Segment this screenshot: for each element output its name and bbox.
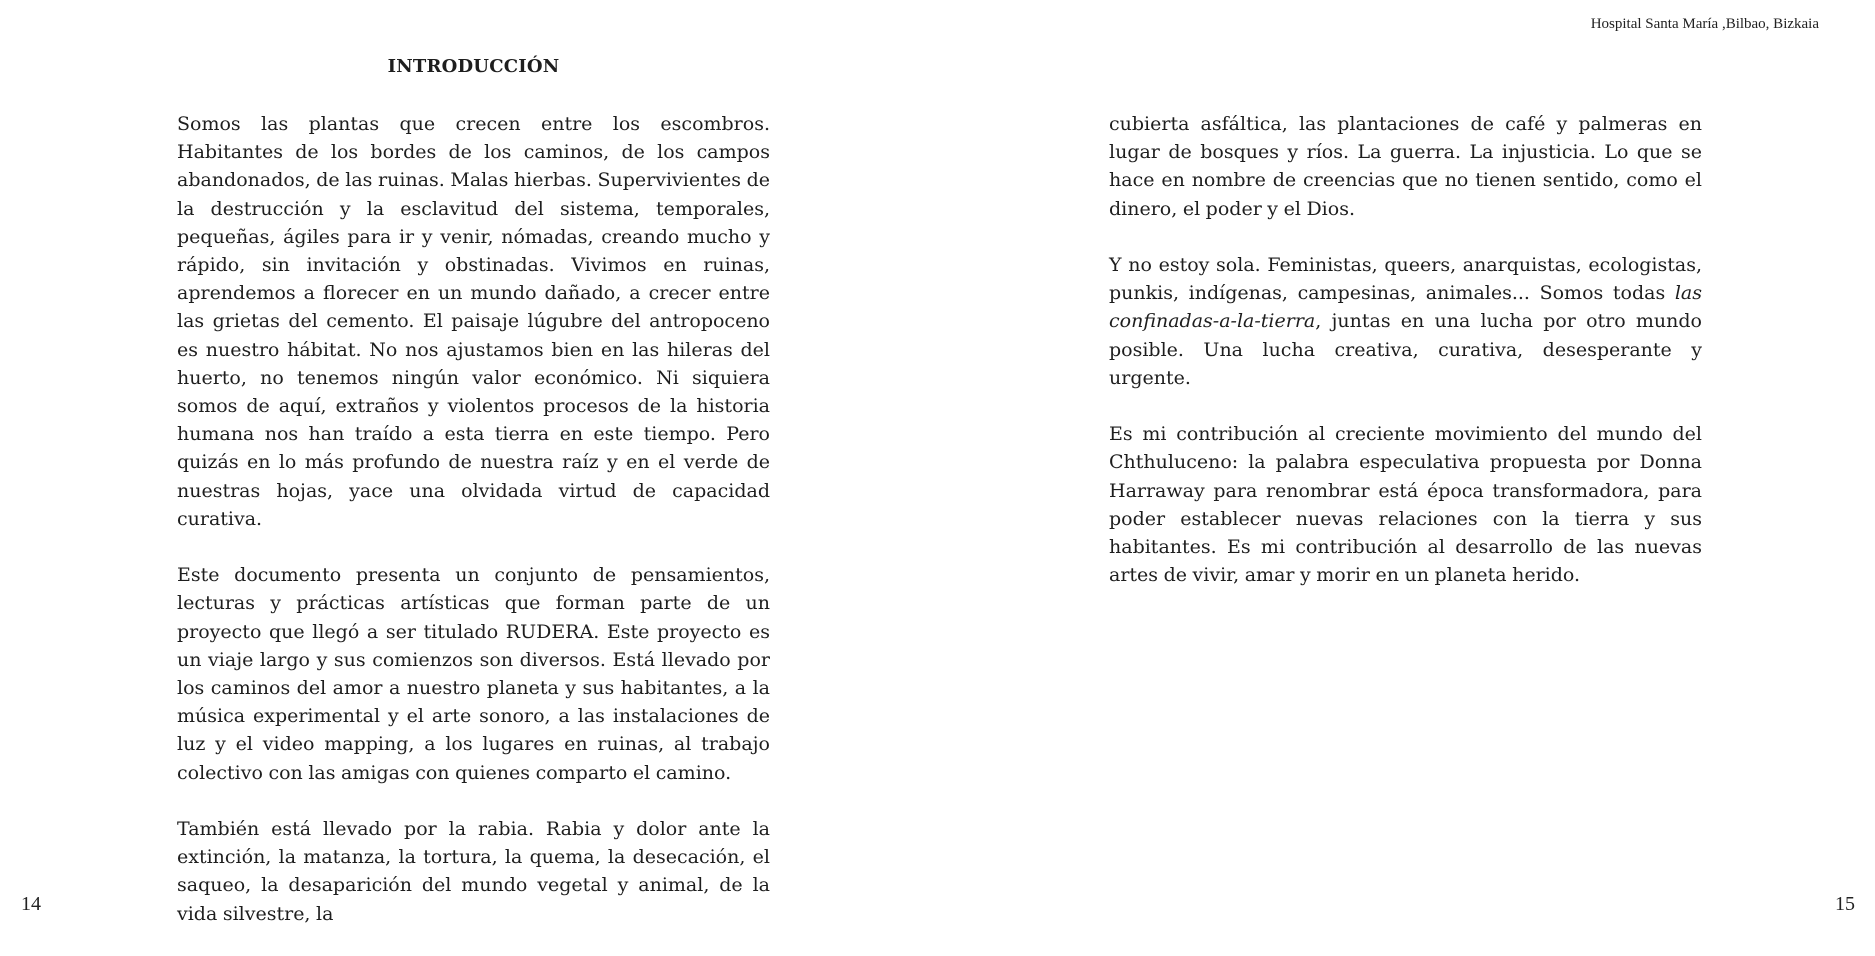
- paragraph-rage: También está llevado por la rabia. Rabia y dolor ante la extinción, la matanza, la tortura, la quema, la desecación, el saqueo, la desaparición del mundo vegetal y animal, de la vida silvestre, la: [177, 818, 770, 925]
- paragraph-intro: Somos las plantas que crecen entre los escombros. Habitantes de los bordes de los caminos, de los campos abandonados, de las ruinas. Malas hierbas. Supervivientes de la destrucción y la esclavitud del sistema, temporales, pequeñas, ágiles para ir y venir, nómadas, creando mucho y rápido, sin invitación y obstinadas. Vivimos en ruinas, aprendemos a florecer en un mundo dañado, a crecer entre las grietas del cemento. El paisaje lúgubre del antropoceno es nuestro hábitat. No nos ajustamos bien en las hileras del huerto, no tenemos ningún valor económico. Ni siquiera somos de aquí, extraños y violentos procesos de la historia humana nos han traído a esta tierra en este tiempo. Pero quizás en lo más profundo de nuestra raíz y en el verde de nuestras hojas, yace una olvidada virtud de capacidad curativa.: [177, 113, 770, 530]
- page-number-left: 14: [21, 893, 41, 915]
- running-header: Hospital Santa María ,Bilbao, Bizkaia: [1590, 16, 1819, 32]
- paragraph-project: Este documento presenta un conjunto de pensamientos, lecturas y prácticas artísticas que forman parte de un proyecto que llegó a ser titulado RUDERA. Este proyecto es un viaje largo y sus comienzos son diversos. Está llevado por los caminos del amor a nuestro planeta y sus habitantes, a la música experimental y el arte sonoro, a las instalaciones de luz y el video mapping, a los lugares en ruinas, al trabajo colectivo con las amigas con quienes comparto el camino.: [177, 564, 770, 784]
- section-title: INTRODUCCIÓN: [387, 56, 560, 77]
- paragraph-not-alone-end: , juntas en una lucha por otro mundo posible. Una lucha creativa, curativa, desesperante y urgente.: [1109, 310, 1702, 389]
- emphasis-confinadas: las confinadas-a-la-tierra: [1109, 282, 1702, 333]
- right-page-body: [1109, 110, 1702, 618]
- left-page: [0, 0, 937, 938]
- left-page-body: [177, 110, 770, 956]
- page-number-right: 15: [1835, 893, 1855, 915]
- paragraph-contribution: Es mi contribución al creciente movimiento del mundo del Chthuluceno: la palabra especulativa propuesta por Donna Harraway para renombrar está época transformadora, para poder establecer nuevas relaciones con la tierra y sus habitantes. Es mi contribución al desarrollo de las nuevas artes de vivir, amar y morir en un planeta herido.: [1109, 423, 1702, 587]
- paragraph-not-alone: [1109, 251, 1702, 392]
- paragraph-continuation: cubierta asfáltica, las plantaciones de café y palmeras en lugar de bosques y ríos. La guerra. La injusticia. Lo que se hace en nombre de creencias que no tienen sentido, como el dinero, el poder y el Dios.: [1109, 113, 1702, 220]
- paragraph-not-alone-start: Y no estoy sola. Feministas, queers, anarquistas, ecologistas, punkis, indígenas, campesinas, animales... Somos todas: [1109, 254, 1702, 305]
